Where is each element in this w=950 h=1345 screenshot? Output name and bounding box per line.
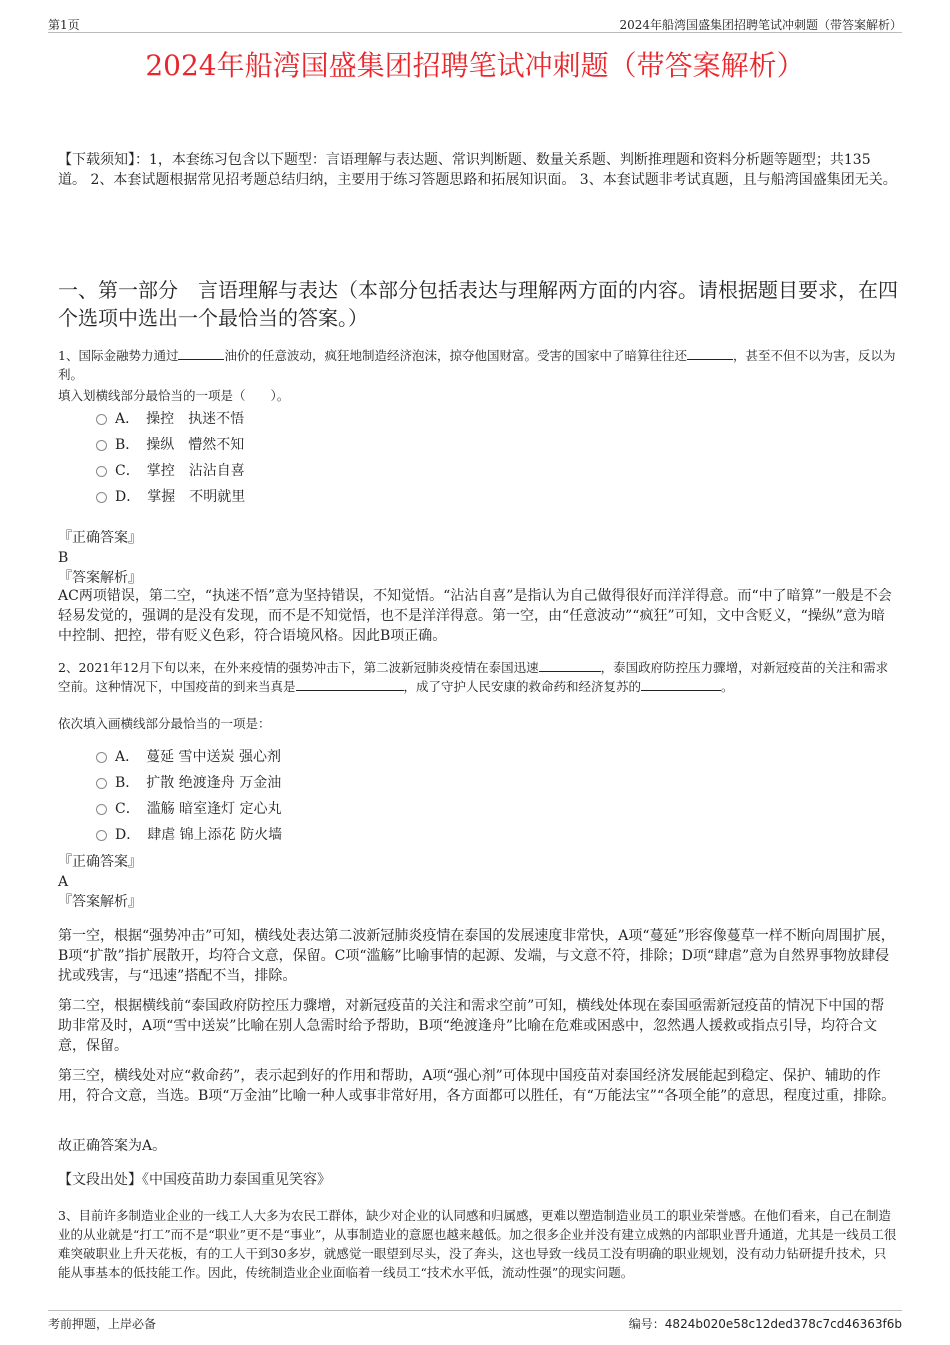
radio-icon[interactable] — [96, 414, 107, 425]
radio-icon[interactable] — [96, 804, 107, 815]
question-1-option-b[interactable]: B． 操纵 懵然不知 — [96, 436, 244, 454]
footer-slogan: 考前押题，上岸必备 — [48, 1317, 157, 1331]
question-2-analysis-label: 『答案解析』 — [58, 894, 142, 910]
question-1-option-d[interactable]: D． 掌握 不明就里 — [96, 488, 245, 506]
question-2-source: 【文段出处】《中国疫苗助力泰国重见笑容》 — [58, 1172, 331, 1188]
header-doc-title: 2024年船湾国盛集团招聘笔试冲刺题（带答案解析） — [619, 18, 902, 32]
question-2-option-a[interactable]: A． 蔓延 雪中送炭 强心剂 — [96, 748, 281, 766]
radio-icon[interactable] — [96, 440, 107, 451]
radio-icon[interactable] — [96, 466, 107, 477]
question-2-conclusion: 故正确答案为A。 — [58, 1138, 167, 1154]
question-1-text: 1、国际金融势力通过 油价的任意波动，疯狂地制造经济泡沫，掠夺他国财富。受害的国家中了暗算往往还 ，甚至不但不以为害，反以为利。 — [58, 348, 896, 382]
section-heading: 一、第一部分 言语理解与表达（本部分包括表达与理解两方面的内容。请根据题目要求，在四个选项中选出一个最恰当的答案。） — [58, 278, 898, 330]
question-1-prompt: 填入划横线部分最恰当的一项是（ ）。 — [58, 388, 290, 403]
question-3-text: 3、目前许多制造业企业的一线工人大多为农民工群体，缺少对企业的认同感和归属感，更难以塑造制造业员工的职业荣誉感。在他们看来，自己在制造业的从业就是“打工”而不是“职业”更不是“事业”，从事制造业的意愿也越来越低。加之很多企业并没有建立成熟的内部职业晋升通道，尤其是一线员工很难突破职业上升天花板，有的工人干到30多岁，就感觉一眼望到尽头，没了奔头，这也导致一线员工没有明确的职业规划，没有动力钻研提升技术，只能从事基本的低技能工作。因此，传统制造业企业面临着一线员工“技术水平低，流动性强”的现实问题。 — [58, 1208, 897, 1280]
question-1-analysis-label: 『答案解析』 — [58, 570, 142, 586]
download-notice: 【下载须知】：1，本套练习包含以下题型：言语理解与表达题、常识判断题、数量关系题、判断推理题和资料分析题等题型；共135道。 2、本套试题根据常见招考题总结归纳，主要用于练习答题思路和拓展知识面。 3、本套试题非考试真题，且与船湾国盛集团无关。 — [58, 152, 897, 188]
question-2-analysis-para-1: 第一空，根据“强势冲击”可知，横线处表达第二波新冠肺炎疫情在泰国的发展速度非常快，A项“蔓延”形容像蔓草一样不断向周围扩展，B项“扩散”指扩展散开，均符合文意，保留。C项“滥觞”比喻事情的起源、发端，与文意不符，排除；D项“肆虐”意为自然界事物放肆侵扰或残害，与“迅速”搭配不当，排除。 — [58, 928, 895, 984]
question-2-option-d[interactable]: D． 肆虐 锦上添花 防火墙 — [96, 826, 282, 844]
page-number: 第1页 — [48, 18, 80, 32]
question-2-analysis-para-2: 第二空，根据横线前“泰国政府防控压力骤增，对新冠疫苗的关注和需求空前”可知，横线处体现在泰国亟需新冠疫苗的情况下中国的帮助非常及时，A项“雪中送炭”比喻在别人急需时给予帮助，B项“绝渡逢舟”比喻在危难或困惑中，忽然遇人援救或指点引导，均符合文意，保留。 — [58, 998, 885, 1054]
question-1-answer: B — [58, 550, 69, 566]
question-2-analysis-para-3: 第三空，横线处对应“救命药”，表示起到好的作用和帮助，A项“强心剂”可体现中国疫苗对泰国经济发展能起到稳定、保护、辅助的作用，符合文意，当选。B项“万金油”比喻一种人或事非常好用，各方面都可以胜任，有“万能法宝”“各项全能”的意思，程度过重，排除。 — [58, 1068, 896, 1104]
page-title: 2024年船湾国盛集团招聘笔试冲刺题（带答案解析） — [145, 49, 805, 82]
question-1-option-c[interactable]: C． 掌控 沾沾自喜 — [96, 462, 245, 480]
radio-icon[interactable] — [96, 830, 107, 841]
radio-icon[interactable] — [96, 752, 107, 763]
question-2-prompt: 依次填入画横线部分最恰当的一项是： — [58, 716, 271, 731]
question-2-answer-label: 『正确答案』 — [58, 854, 142, 870]
question-1-option-a[interactable]: A． 操控 执迷不悟 — [96, 410, 244, 428]
question-2-option-b[interactable]: B． 扩散 绝渡逢舟 万金油 — [96, 774, 281, 792]
radio-icon[interactable] — [96, 492, 107, 503]
page-footer — [48, 1310, 902, 1333]
question-1-answer-label: 『正确答案』 — [58, 530, 142, 546]
question-2-answer: A — [58, 874, 69, 890]
question-2-text: 2、2021年12月下旬以来，在外来疫情的强势冲击下，第二波新冠肺炎疫情在泰国迅速 ，泰国政府防控压力骤增，对新冠疫苗的关注和需求空前。这种情况下，中国疫苗的到来当真是 ，成了守护人民安康的救命药和经济复苏的 。 — [58, 660, 889, 694]
question-1-analysis: AC两项错误，第二空，“执迷不悟”意为坚持错误，不知觉悟。“沾沾自喜”是指认为自己做得很好而洋洋得意。而“中了暗算”一般是不会轻易发觉的，强调的是没有发现，而不是不知觉悟，也不是洋洋得意。第一空，由“任意波动”“疯狂”可知，文中含贬义，“操纵”意为暗中控制、把控，带有贬义色彩，符合语境风格。因此B项正确。 — [58, 588, 892, 644]
footer-serial: 编号：4824b020e58c12ded378c7cd46363f6b — [628, 1317, 902, 1331]
radio-icon[interactable] — [96, 778, 107, 789]
question-2-option-c[interactable]: C． 滥觞 暗室逢灯 定心丸 — [96, 800, 282, 818]
page-header — [48, 14, 902, 33]
